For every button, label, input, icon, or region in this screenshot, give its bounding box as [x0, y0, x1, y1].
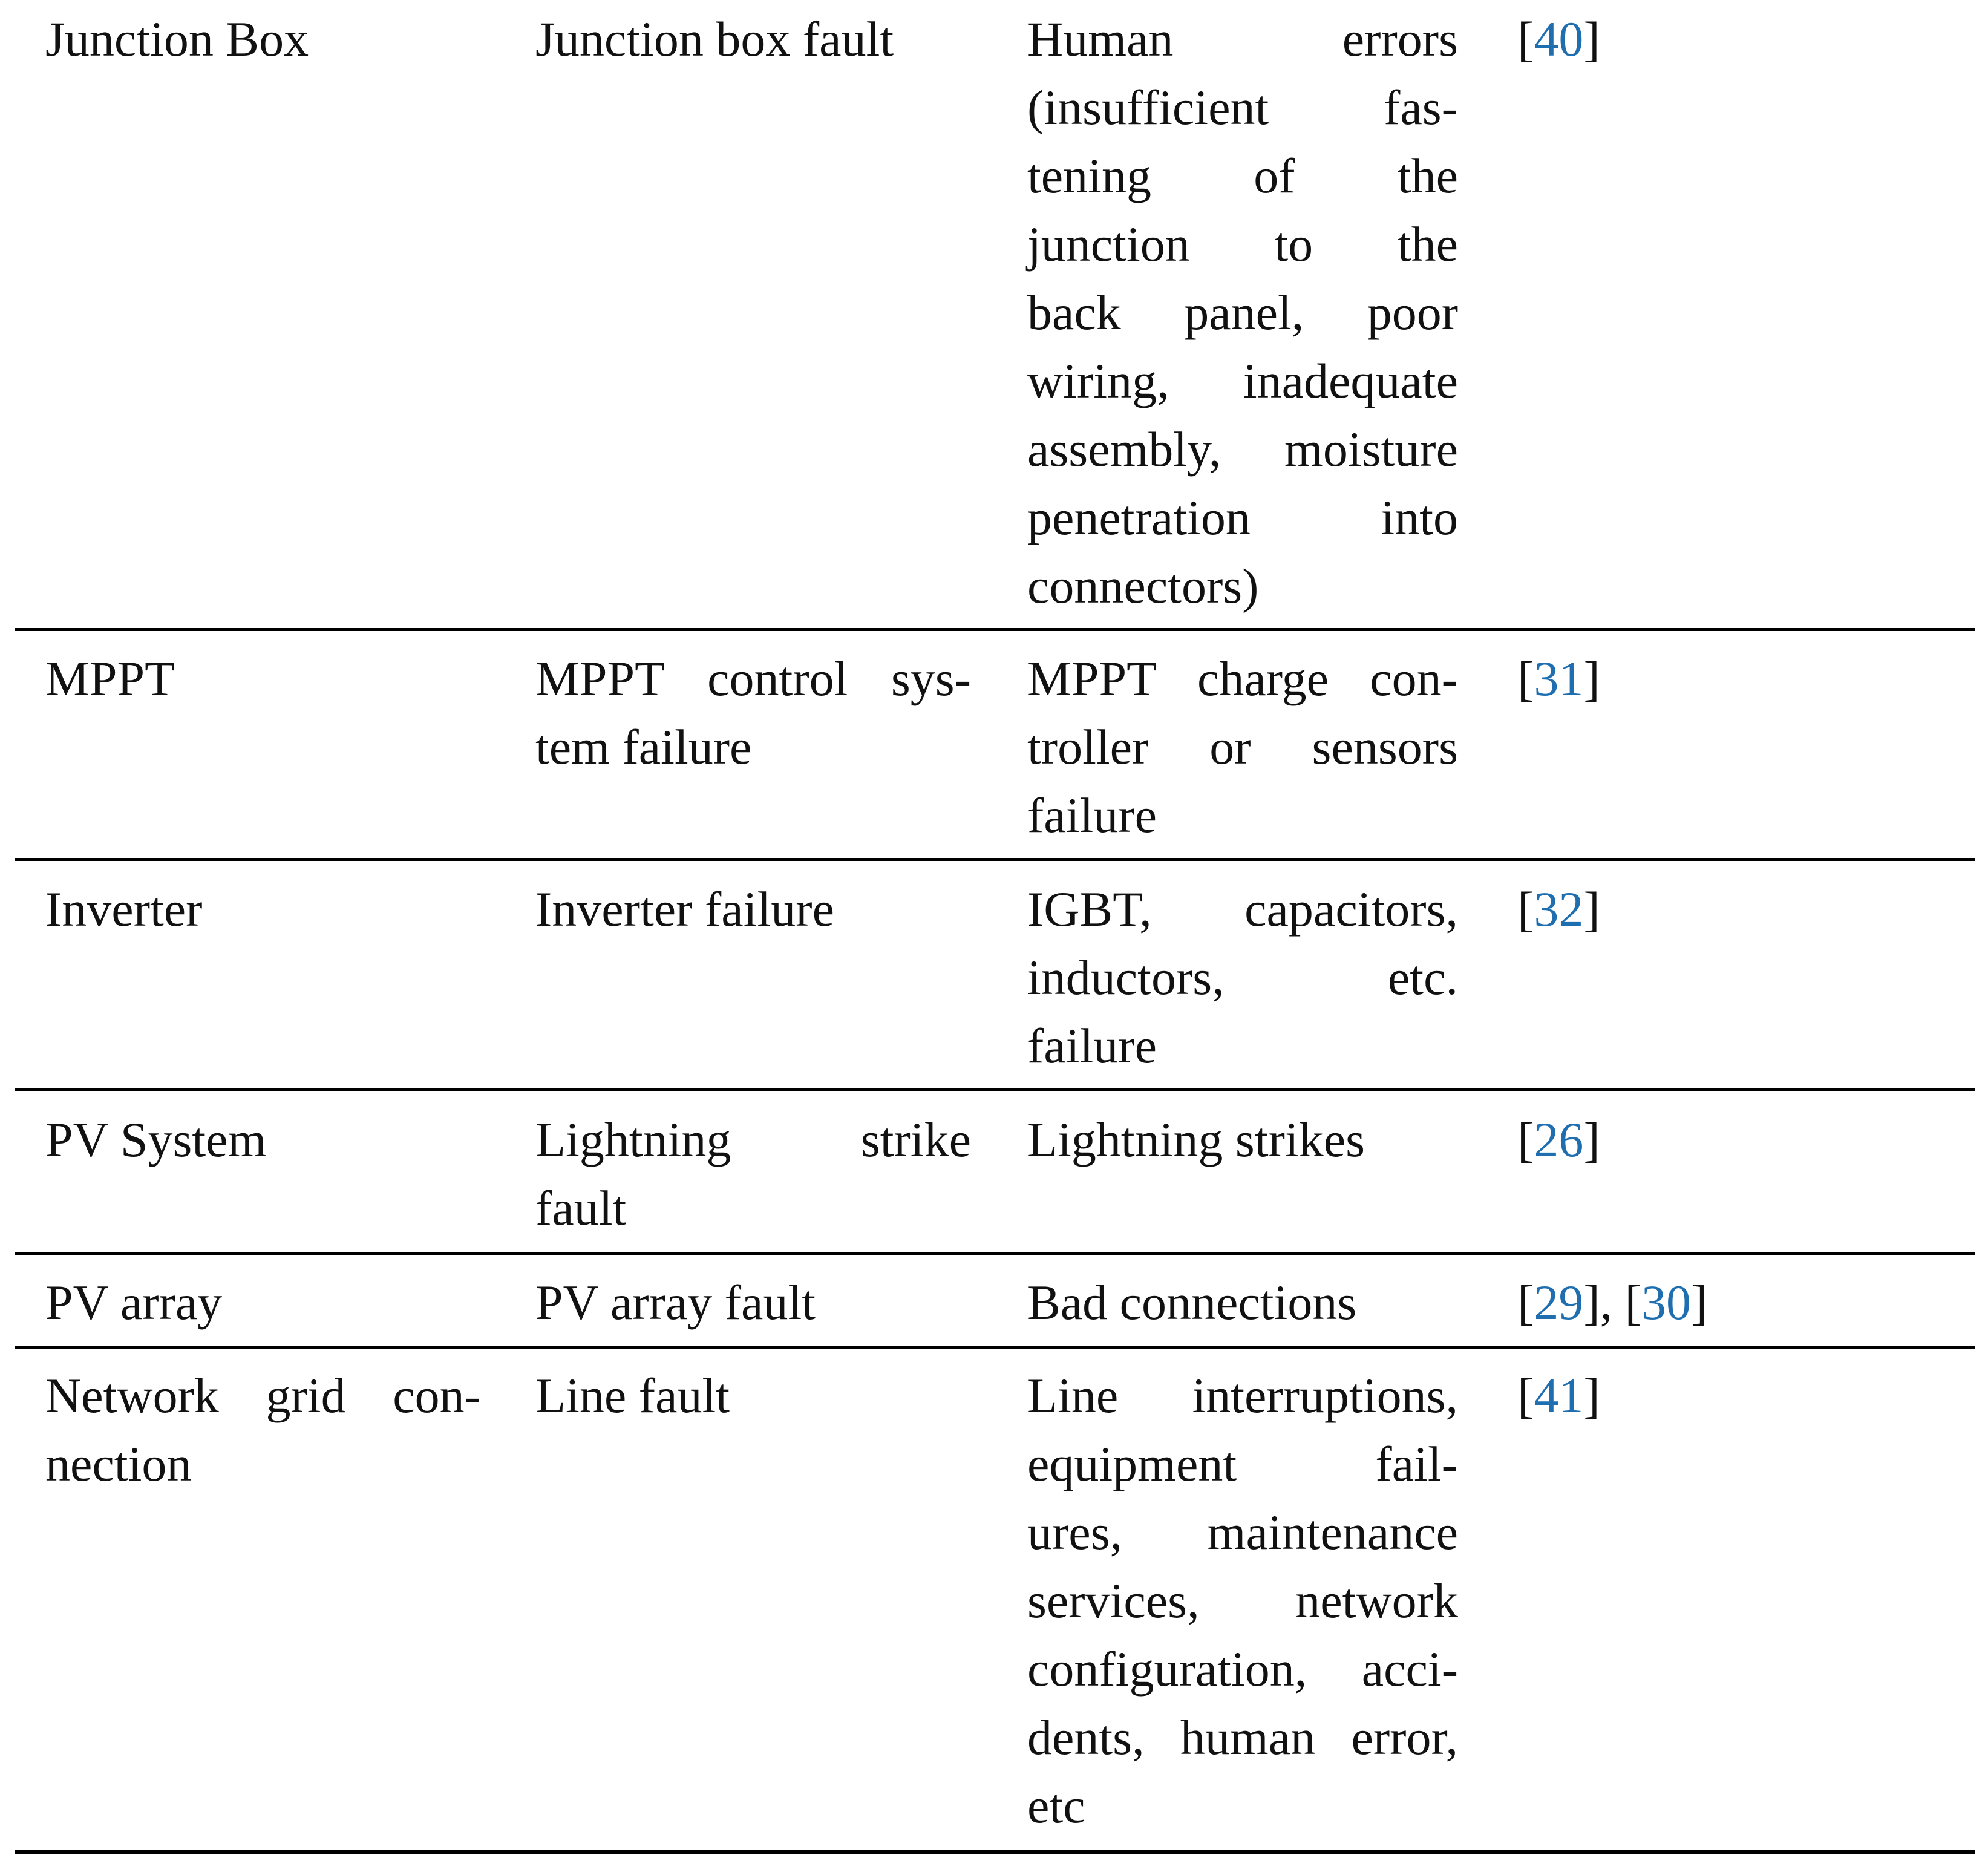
cell-line: ures, maintenance	[1027, 1505, 1458, 1560]
component-cell	[45, 1268, 481, 1337]
cell-line: inductors, etc.	[1027, 950, 1458, 1005]
citation-link[interactable]: 30	[1641, 1275, 1691, 1330]
cell-line: Bad connections	[1027, 1275, 1357, 1330]
fault-cell	[535, 644, 971, 781]
component-cell	[45, 875, 481, 943]
cell-line: Lightning strike	[535, 1112, 971, 1167]
citation-link[interactable]: 32	[1534, 882, 1584, 937]
cell-line: junction to the	[1027, 217, 1458, 272]
cell-line: equipment fail-	[1027, 1436, 1458, 1491]
cell-line: PV array	[45, 1275, 223, 1330]
fault-cell	[535, 1105, 971, 1242]
cell-line: etc	[1027, 1778, 1085, 1833]
cell-line: Lightning strikes	[1027, 1112, 1365, 1167]
cell-line: penetration into	[1027, 490, 1458, 545]
citation-link[interactable]: 40	[1534, 11, 1584, 67]
cell-line: troller or sensors	[1027, 719, 1458, 774]
cell-line: wiring, inadequate	[1027, 353, 1458, 408]
row-divider	[15, 858, 1975, 861]
cell-line: configuration, acci-	[1027, 1641, 1458, 1697]
cell-line: Network grid con-	[45, 1368, 481, 1423]
cell-line: (insufficient fas-	[1027, 80, 1458, 135]
cell-line: Line fault	[535, 1368, 730, 1423]
cell-line: MPPT control sys-	[535, 651, 971, 706]
cell-line: connectors)	[1027, 558, 1259, 614]
component-cell	[45, 1361, 481, 1498]
citation: [32]	[1517, 882, 1600, 937]
table-bottom-rule	[15, 1850, 1975, 1854]
cell-line: MPPT charge con-	[1027, 651, 1458, 706]
citation: [26]	[1517, 1112, 1600, 1167]
cell-line: Inverter failure	[535, 882, 834, 937]
reference-cell	[1517, 5, 1941, 73]
cell-line: nection	[45, 1436, 192, 1491]
cell-line: tening of the	[1027, 148, 1458, 203]
citation-link[interactable]: 41	[1534, 1368, 1584, 1423]
reference-cell	[1517, 875, 1941, 943]
fault-cell	[535, 1361, 971, 1430]
cell-line: PV array fault	[535, 1275, 816, 1330]
cell-line: Junction box fault	[535, 11, 894, 67]
cell-line: dents, human error,	[1027, 1710, 1458, 1765]
cell-line: IGBT, capacitors,	[1027, 882, 1458, 937]
fault-cell	[535, 875, 971, 943]
causes-cell	[1027, 1361, 1458, 1840]
reference-cell	[1517, 1361, 1941, 1430]
reference-cell	[1517, 1268, 1941, 1337]
component-cell	[45, 644, 481, 713]
citation: [41]	[1517, 1368, 1600, 1423]
reference-cell	[1517, 1105, 1941, 1174]
causes-cell	[1027, 5, 1458, 620]
cell-line: tem failure	[535, 719, 752, 774]
component-cell	[45, 1105, 481, 1174]
cell-line: assembly, moisture	[1027, 422, 1458, 477]
cell-line: MPPT	[45, 651, 175, 706]
row-divider	[15, 628, 1975, 631]
citation-link[interactable]: 31	[1534, 651, 1584, 706]
cell-line: Inverter	[45, 882, 203, 937]
cell-line: PV System	[45, 1112, 267, 1167]
row-divider	[15, 1346, 1975, 1349]
cell-line: back panel, poor	[1027, 285, 1458, 340]
causes-cell	[1027, 644, 1458, 849]
cell-line: failure	[1027, 788, 1157, 843]
component-cell	[45, 5, 481, 73]
citation: [29], [30]	[1517, 1275, 1708, 1330]
cell-line: fault	[535, 1180, 627, 1235]
fault-cell	[535, 5, 971, 73]
causes-cell	[1027, 1105, 1458, 1174]
cell-line: services, network	[1027, 1573, 1458, 1628]
cell-line: Junction Box	[45, 11, 309, 67]
causes-cell	[1027, 1268, 1458, 1337]
cell-line: failure	[1027, 1018, 1157, 1073]
citation-link[interactable]: 29	[1534, 1275, 1584, 1330]
citation: [31]	[1517, 651, 1600, 706]
cell-line: Line interruptions,	[1027, 1368, 1458, 1423]
reference-cell	[1517, 644, 1941, 713]
row-divider	[15, 1088, 1975, 1091]
citation-link[interactable]: 26	[1534, 1112, 1584, 1167]
cell-line: Human errors	[1027, 11, 1458, 67]
causes-cell	[1027, 875, 1458, 1080]
fault-cell	[535, 1268, 971, 1337]
citation: [40]	[1517, 11, 1600, 67]
row-divider	[15, 1252, 1975, 1255]
